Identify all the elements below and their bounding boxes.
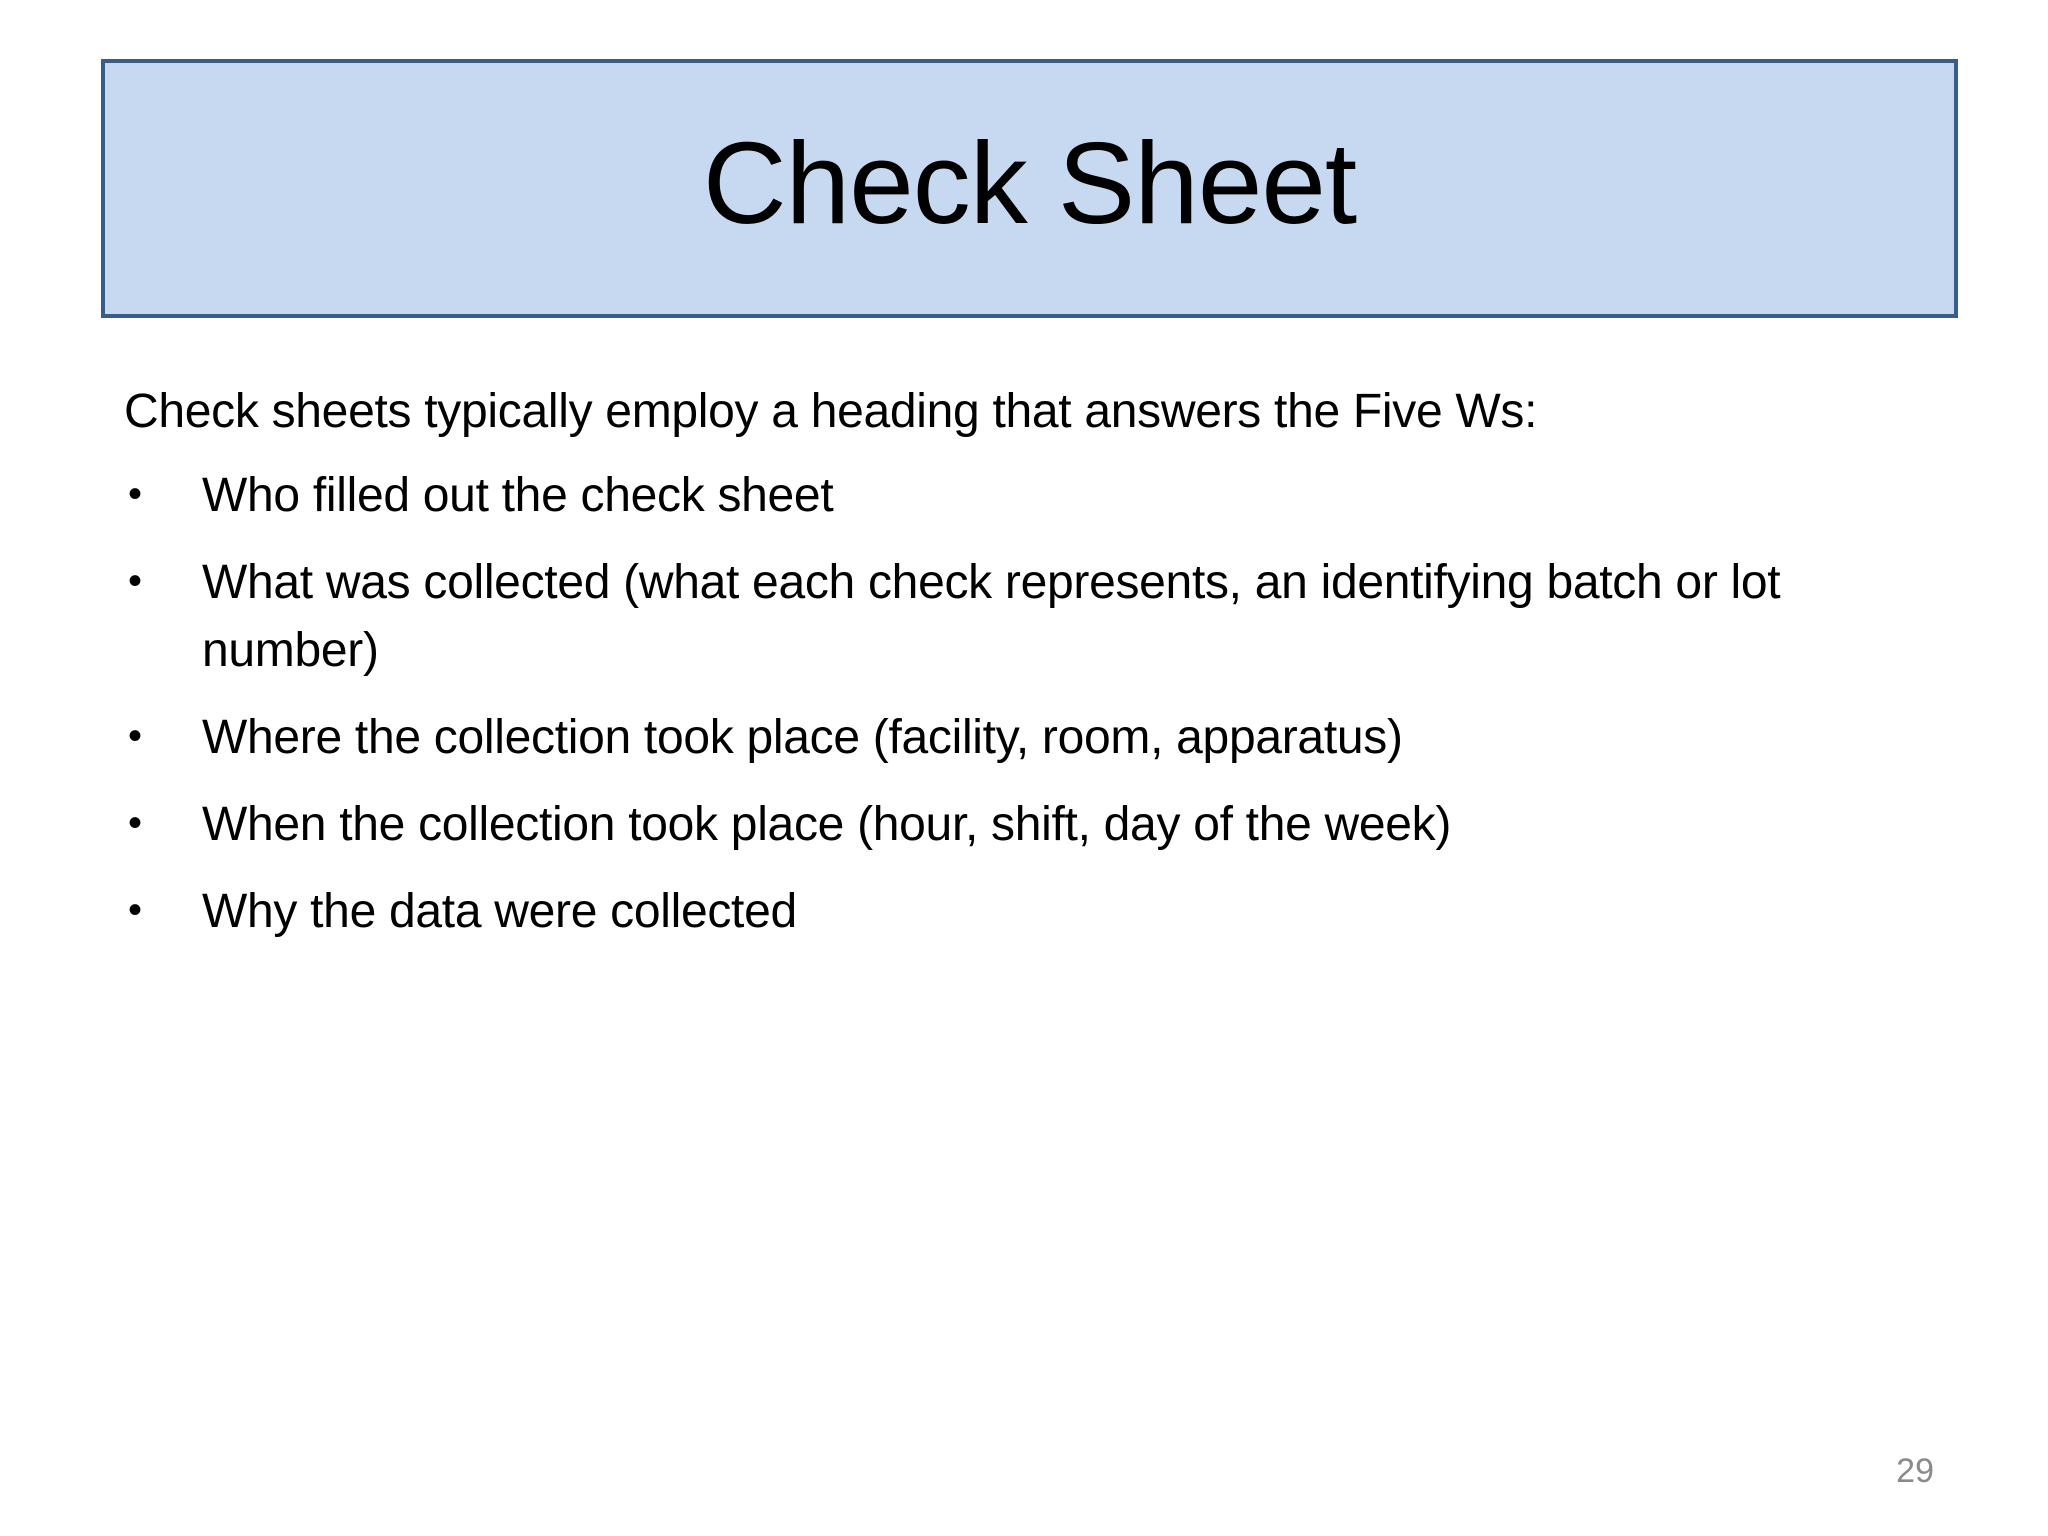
bullet-text: Why the data were collected: [202, 885, 797, 938]
bullet-item-who: [124, 462, 1924, 530]
page-number: 29: [1896, 1452, 1934, 1490]
bullet-icon: •: [128, 559, 143, 603]
bullet-item-when: [124, 791, 1924, 859]
bullet-text: Where the collection took place (facility, room, apparatus): [202, 711, 1403, 764]
bullet-text: Who filled out the check sheet: [202, 469, 834, 522]
bullet-icon: •: [128, 714, 143, 758]
bullet-list: [124, 462, 1924, 946]
bullet-item-why: [124, 878, 1924, 946]
bullet-text: What was collected (what each check represents, an identifying batch or lot number): [202, 556, 1781, 677]
title-box: [101, 59, 1958, 318]
bullet-icon: •: [128, 472, 143, 516]
bullet-icon: •: [128, 888, 143, 932]
slide-title: Check Sheet: [702, 117, 1357, 248]
bullet-text: When the collection took place (hour, shift, day of the week): [202, 798, 1452, 851]
bullet-item-what: [124, 549, 1924, 685]
bullet-item-where: [124, 704, 1924, 772]
bullet-icon: •: [128, 801, 143, 845]
slide-content: [124, 380, 1924, 965]
intro-text: Check sheets typically employ a heading that answers the Five Ws:: [124, 385, 1538, 438]
